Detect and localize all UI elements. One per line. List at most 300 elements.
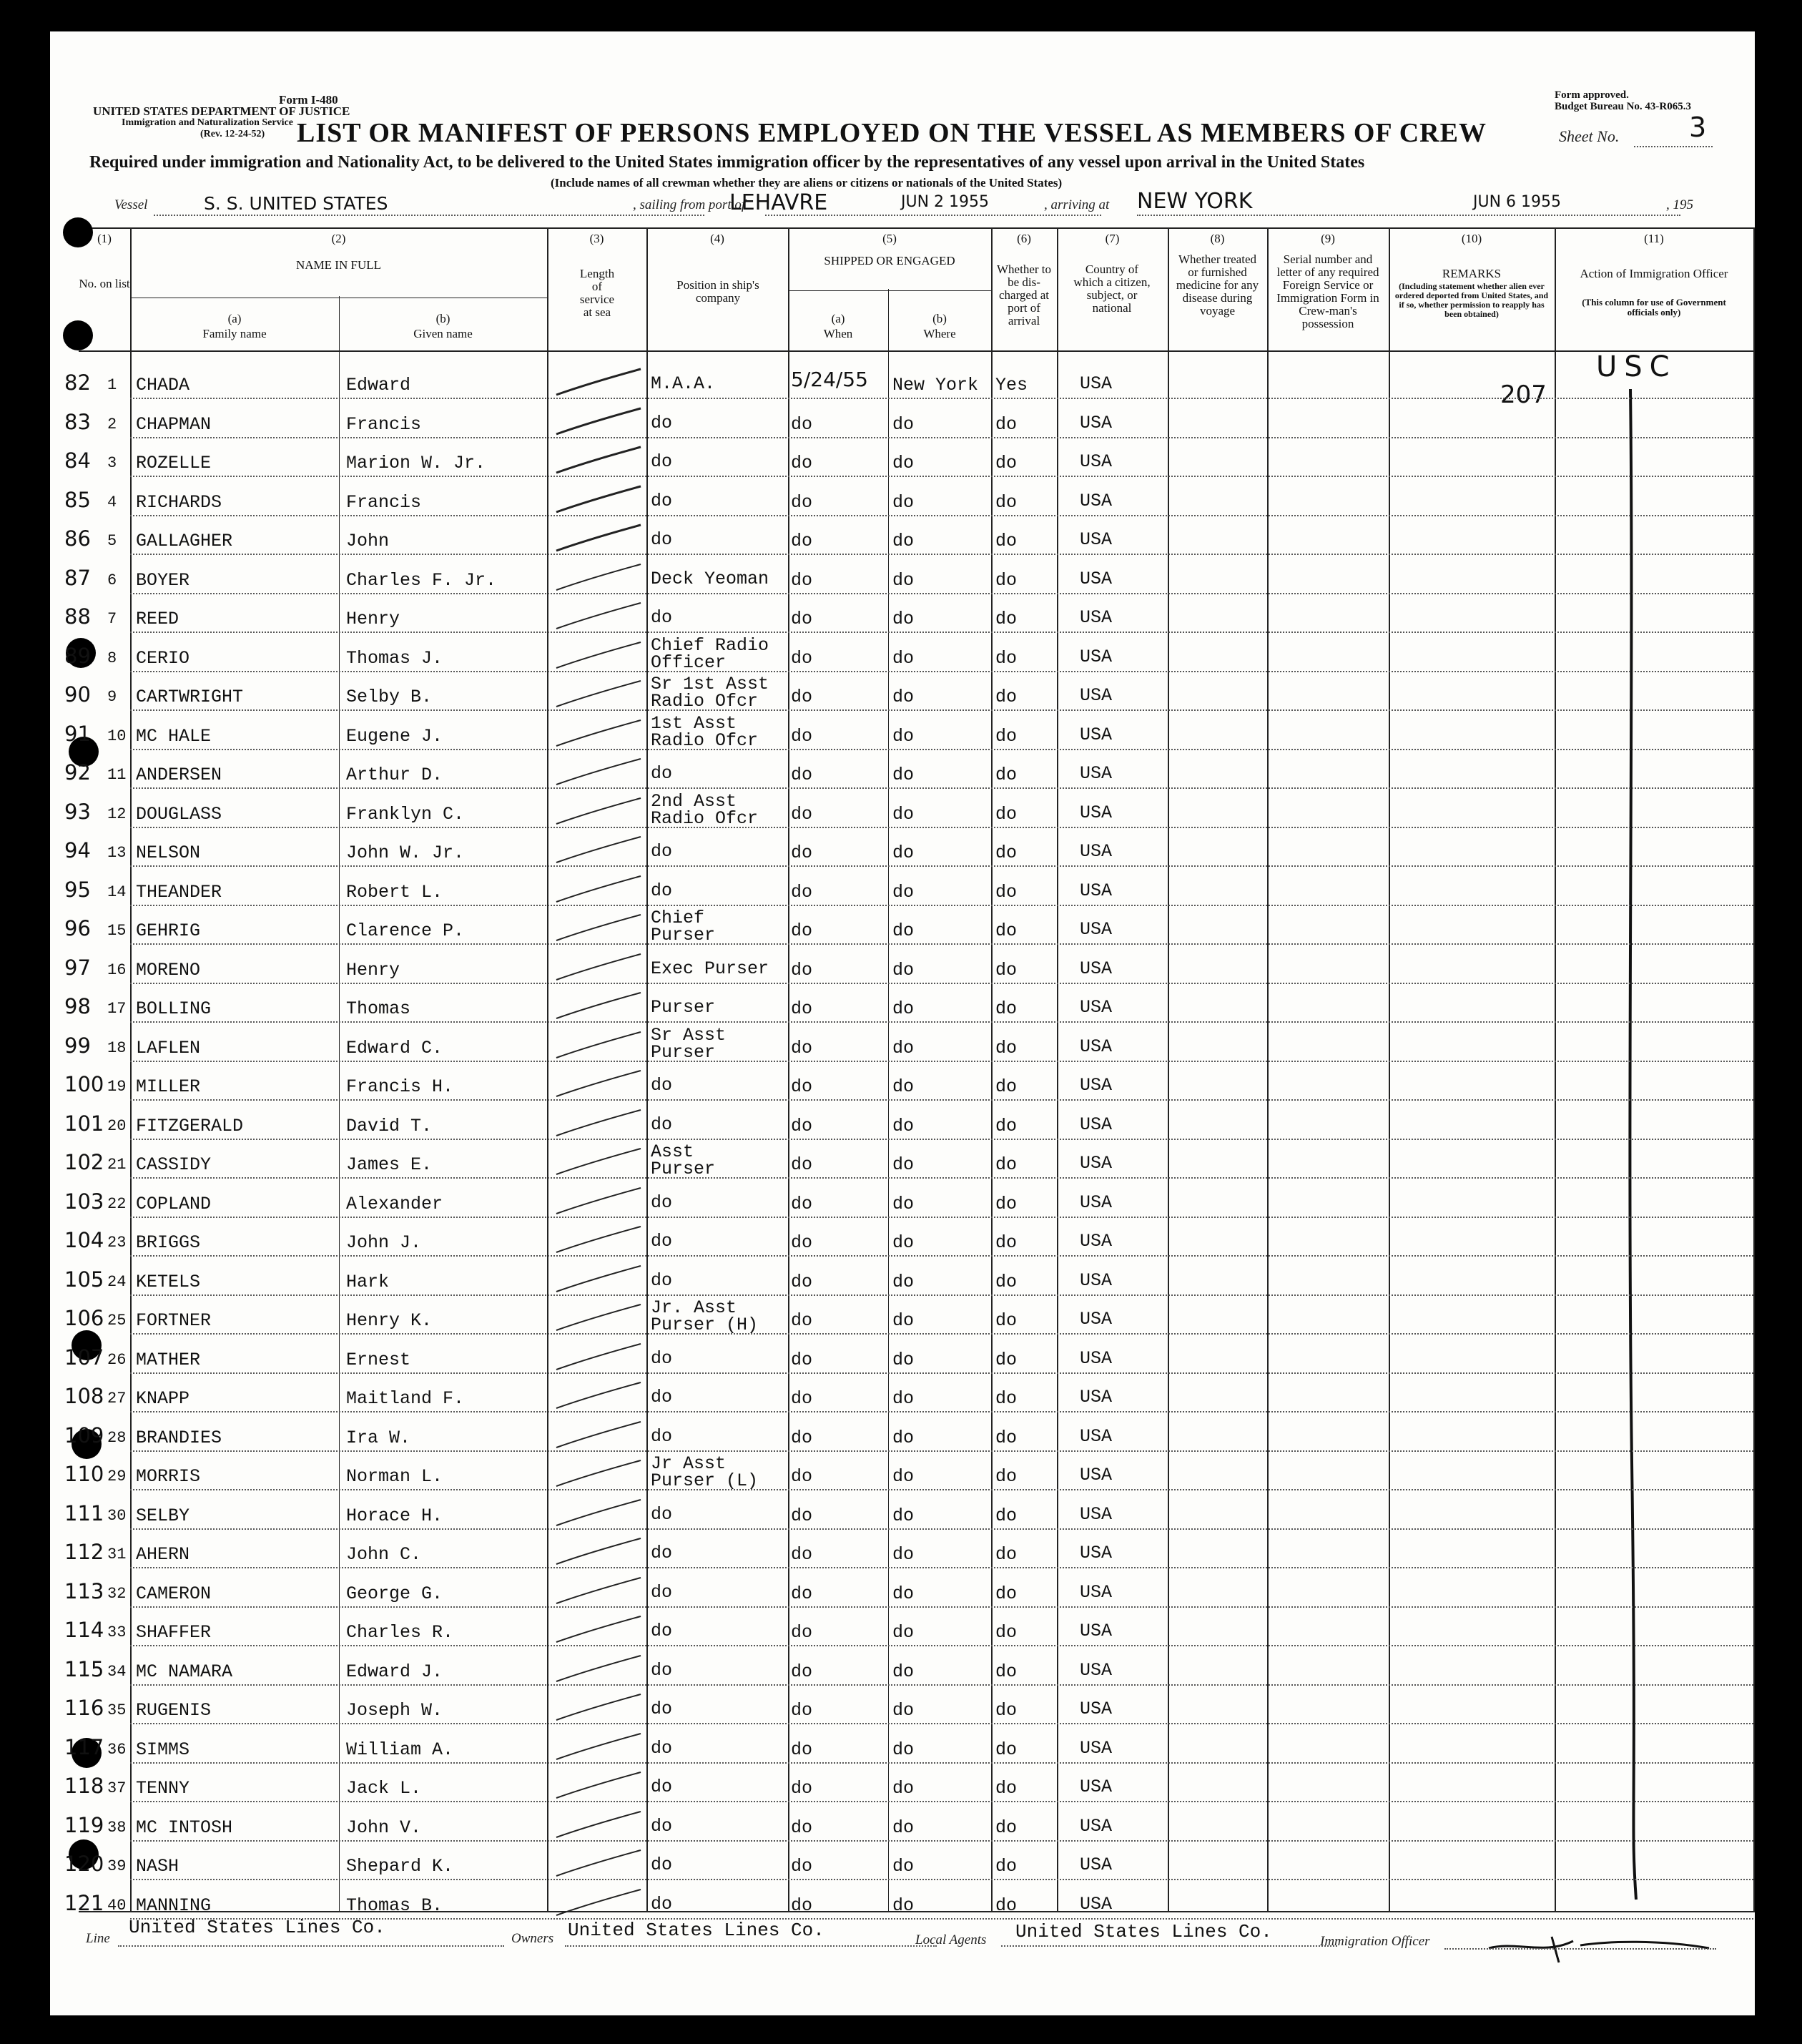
shipped-when: do <box>791 531 813 551</box>
length-of-service-mark <box>552 950 645 986</box>
crew-family-name: SHAFFER <box>136 1622 212 1643</box>
row-sequence-number: 120 <box>64 1852 104 1876</box>
crew-given-name: George G. <box>346 1583 443 1604</box>
citizenship-country: USA <box>1080 1348 1113 1369</box>
shipped-when: do <box>791 1895 813 1916</box>
crew-position: Sr 1st Asst <box>651 674 769 694</box>
crew-position: Chief Radio <box>651 635 769 656</box>
shipped-where: do <box>892 687 915 707</box>
citizenship-country: USA <box>1080 607 1113 628</box>
crew-position: do <box>651 1699 673 1719</box>
discharged-at-arrival: do <box>995 570 1018 591</box>
length-of-service-mark <box>552 1885 645 1921</box>
discharged-at-arrival: do <box>995 1350 1018 1370</box>
line-value: United States Lines Co. <box>129 1917 385 1938</box>
crew-family-name: CARTWRIGHT <box>136 687 244 707</box>
crew-position: do <box>651 841 673 862</box>
crew-given-name: Maitland F. <box>346 1388 465 1409</box>
col-5a-number: (a) <box>831 312 845 325</box>
shipped-where: do <box>892 531 915 551</box>
shipped-where: do <box>892 882 915 903</box>
shipped-where: do <box>892 1272 915 1292</box>
length-of-service-mark <box>552 1651 645 1687</box>
discharged-at-arrival: do <box>995 1856 1018 1877</box>
col-7-header: Country of which a citizen, subject, or national <box>1073 262 1151 315</box>
crew-position: do <box>651 1660 673 1681</box>
crew-position: 1st Asst <box>651 713 737 734</box>
crew-position-line2: Radio Ofcr <box>651 808 759 829</box>
crew-position: Chief <box>651 908 705 928</box>
discharged-at-arrival: do <box>995 1817 1018 1838</box>
row-sequence-number: 94 <box>64 838 91 863</box>
remark-number: 207 <box>1500 380 1547 409</box>
citizenship-country: USA <box>1080 647 1113 667</box>
row-sequence-number: 83 <box>64 410 91 434</box>
crew-position: do <box>651 763 673 784</box>
agents-value: United States Lines Co. <box>1015 1921 1272 1942</box>
length-of-service-mark <box>552 872 645 908</box>
row-sequence-number: 105 <box>64 1267 104 1292</box>
length-of-service-mark <box>552 1417 645 1453</box>
citizenship-country: USA <box>1080 724 1113 745</box>
owners-label: Owners <box>511 1931 554 1946</box>
shipped-when: do <box>791 1700 813 1721</box>
length-of-service-mark <box>552 404 645 440</box>
shipped-where: do <box>892 648 915 669</box>
length-of-service-mark <box>552 1690 645 1726</box>
shipped-where: do <box>892 1194 915 1214</box>
crew-position: do <box>651 1075 673 1096</box>
length-of-service-mark <box>552 755 645 790</box>
length-of-service-mark <box>552 638 645 674</box>
row-list-number: 8 <box>107 649 117 667</box>
col-11-number: (11) <box>1644 232 1664 245</box>
citizenship-country: USA <box>1080 373 1113 394</box>
shipped-when: do <box>791 492 813 513</box>
shipped-where: do <box>892 1466 915 1487</box>
owners-value: United States Lines Co. <box>568 1920 824 1941</box>
punch-hole <box>63 217 93 247</box>
shipped-where: do <box>892 1076 915 1097</box>
shipped-where: do <box>892 1232 915 1253</box>
citizenship-country: USA <box>1080 413 1113 433</box>
shipped-where: do <box>892 1154 915 1175</box>
crew-given-name: Eugene J. <box>346 726 443 747</box>
punch-hole <box>63 320 93 350</box>
crew-family-name: MILLER <box>136 1076 201 1097</box>
crew-position: do <box>651 1894 673 1915</box>
crew-given-name: Ira W. <box>346 1428 411 1448</box>
row-list-number: 7 <box>107 610 117 628</box>
crew-given-name: Clarence P. <box>346 920 465 941</box>
crew-family-name: DOUGLASS <box>136 804 222 825</box>
discharged-at-arrival: do <box>995 1194 1018 1214</box>
col-2b-number: (b) <box>435 312 450 325</box>
row-list-number: 20 <box>107 1117 127 1135</box>
crew-family-name: BRIGGS <box>136 1232 201 1253</box>
crew-position: do <box>651 1816 673 1837</box>
crew-given-name: Norman L. <box>346 1466 443 1487</box>
crew-given-name: Charles F. Jr. <box>346 570 497 591</box>
crew-given-name: Edward <box>346 375 411 395</box>
length-of-service-mark <box>552 1106 645 1141</box>
discharged-at-arrival: do <box>995 882 1018 903</box>
row-sequence-number: 115 <box>64 1657 104 1681</box>
col-8-number: (8) <box>1210 232 1225 245</box>
department-label: UNITED STATES DEPARTMENT OF JUSTICE <box>93 104 350 118</box>
discharged-at-arrival: do <box>995 842 1018 863</box>
crew-position: do <box>651 1738 673 1759</box>
crew-given-name: David T. <box>346 1116 433 1136</box>
citizenship-country: USA <box>1080 1231 1113 1252</box>
crew-position: do <box>651 1426 673 1447</box>
discharged-at-arrival: do <box>995 804 1018 825</box>
shipped-where: do <box>892 1350 915 1370</box>
crew-position: do <box>651 529 673 550</box>
row-list-number: 14 <box>107 883 127 901</box>
crew-position: do <box>651 1582 673 1603</box>
crew-family-name: SELBY <box>136 1505 190 1526</box>
col-10-subheader: (Including statement whether alien ever ordered deported from United States, and if so, whether permission to reapply has been obtained) <box>1394 281 1549 319</box>
crew-position: do <box>651 607 673 628</box>
crew-position: do <box>651 1621 673 1641</box>
row-sequence-number: 88 <box>64 604 91 629</box>
agents-label: Local Agents <box>915 1932 987 1947</box>
shipped-when: do <box>791 1154 813 1175</box>
crew-position-line2: Purser <box>651 1159 716 1179</box>
shipped-where: do <box>892 1817 915 1838</box>
row-sequence-number: 86 <box>64 526 91 551</box>
col-1-header: No. on list <box>79 277 130 290</box>
row-sequence-number: 99 <box>64 1033 91 1058</box>
crew-given-name: James E. <box>346 1154 433 1175</box>
citizenship-country: USA <box>1080 529 1113 550</box>
crew-position: do <box>651 1231 673 1252</box>
crew-position-line2: Radio Ofcr <box>651 730 759 751</box>
row-list-number: 34 <box>107 1663 127 1681</box>
form-approved: Form approved. <box>1555 89 1629 101</box>
discharged-at-arrival: do <box>995 1544 1018 1565</box>
shipped-where: do <box>892 1116 915 1136</box>
length-of-service-mark <box>552 1768 645 1804</box>
row-list-number: 24 <box>107 1273 127 1291</box>
discharged-at-arrival: do <box>995 453 1018 473</box>
row-list-number: 38 <box>107 1819 127 1837</box>
row-sequence-number: 114 <box>64 1618 104 1642</box>
discharged-at-arrival: do <box>995 1076 1018 1097</box>
crew-position: Deck Yeoman <box>651 569 769 589</box>
col-2-header: NAME IN FULL <box>296 258 381 272</box>
row-list-number: 18 <box>107 1039 127 1057</box>
shipped-when: do <box>791 1817 813 1838</box>
length-of-service-mark <box>552 443 645 478</box>
row-list-number: 33 <box>107 1623 127 1641</box>
crew-family-name: RICHARDS <box>136 492 222 513</box>
shipped-where: do <box>892 1778 915 1799</box>
row-list-number: 31 <box>107 1546 127 1563</box>
crew-family-name: BOYER <box>136 570 190 591</box>
shipped-when: do <box>791 1038 813 1058</box>
row-sequence-number: 119 <box>64 1813 104 1837</box>
discharged-at-arrival: do <box>995 492 1018 513</box>
citizenship-country: USA <box>1080 1309 1113 1330</box>
col-4-number: (4) <box>710 232 724 245</box>
row-list-number: 37 <box>107 1779 127 1797</box>
crew-family-name: COPLAND <box>136 1194 212 1214</box>
row-sequence-number: 113 <box>64 1579 104 1603</box>
row-sequence-number: 109 <box>64 1423 104 1448</box>
crew-given-name: William A. <box>346 1739 454 1760</box>
row-sequence-number: 100 <box>64 1072 104 1096</box>
row-sequence-number: 96 <box>64 916 91 940</box>
shipped-where: do <box>892 1038 915 1058</box>
length-of-service-mark <box>552 1729 645 1765</box>
shipped-where: do <box>892 1544 915 1565</box>
row-sequence-number: 89 <box>64 644 91 668</box>
crew-given-name: Thomas B. <box>346 1895 443 1916</box>
shipped-where: do <box>892 804 915 825</box>
shipped-where: do <box>892 920 915 941</box>
discharged-at-arrival: do <box>995 1661 1018 1682</box>
row-sequence-number: 102 <box>64 1150 104 1174</box>
crew-family-name: FITZGERALD <box>136 1116 244 1136</box>
crew-family-name: MORRIS <box>136 1466 201 1487</box>
crew-given-name: Francis H. <box>346 1076 454 1097</box>
sail-date: JUN 2 1955 <box>901 193 990 211</box>
shipped-when: do <box>791 882 813 903</box>
shipped-where: do <box>892 1856 915 1877</box>
crew-given-name: Shepard K. <box>346 1856 454 1877</box>
row-sequence-number: 98 <box>64 994 91 1018</box>
length-of-service-mark <box>552 794 645 830</box>
crew-given-name: John W. Jr. <box>346 842 465 863</box>
crew-family-name: NASH <box>136 1856 179 1877</box>
shipped-where: do <box>892 765 915 785</box>
shipped-when: do <box>791 842 813 863</box>
length-of-service-mark <box>552 1534 645 1570</box>
citizenship-country: USA <box>1080 1543 1113 1563</box>
crew-given-name: Henry <box>346 960 400 981</box>
crew-given-name: John C. <box>346 1544 422 1565</box>
shipped-when: do <box>791 1661 813 1682</box>
crew-given-name: John J. <box>346 1232 422 1253</box>
col-9-header: Serial number and letter of any required Foreign Service or Immigration Form in Crew-man's possession <box>1276 252 1379 330</box>
length-of-service-mark <box>552 482 645 518</box>
col-8-header: Whether treated or furnished medicine for any disease during voyage <box>1176 252 1259 318</box>
citizenship-country: USA <box>1080 997 1113 1018</box>
shipped-when: do <box>791 960 813 981</box>
discharged-at-arrival: do <box>995 998 1018 1019</box>
shipped-when: do <box>791 920 813 941</box>
citizenship-country: USA <box>1080 958 1113 979</box>
crew-family-name: BOLLING <box>136 998 212 1019</box>
length-of-service-mark <box>552 1066 645 1102</box>
shipped-when: do <box>791 1544 813 1565</box>
length-of-service-mark <box>552 1262 645 1297</box>
shipped-when: do <box>791 1466 813 1487</box>
shipped-where: do <box>892 1895 915 1916</box>
row-list-number: 17 <box>107 1000 127 1018</box>
length-of-service-mark <box>552 1456 645 1492</box>
crew-given-name: Charles R. <box>346 1622 454 1643</box>
col-11-subheader: (This column for use of Government officials only) <box>1582 297 1726 318</box>
col-5b-number: (b) <box>932 312 947 325</box>
discharged-at-arrival: do <box>995 1895 1018 1916</box>
citizenship-country: USA <box>1080 1465 1113 1485</box>
row-sequence-number: 82 <box>64 370 91 395</box>
shipped-when: do <box>791 1194 813 1214</box>
shipped-when: do <box>791 1388 813 1409</box>
discharged-at-arrival: do <box>995 1388 1018 1409</box>
row-list-number: 6 <box>107 571 117 589</box>
crew-family-name: FORTNER <box>136 1310 212 1331</box>
crew-position: do <box>651 491 673 511</box>
sailing-label: , sailing from port of <box>633 197 746 212</box>
crew-position: Asst <box>651 1141 694 1162</box>
crew-position-line2: Officer <box>651 652 727 673</box>
shipped-where: do <box>892 1505 915 1526</box>
row-list-number: 36 <box>107 1741 127 1759</box>
shipped-when: do <box>791 1778 813 1799</box>
crew-family-name: CHAPMAN <box>136 414 212 435</box>
discharged-at-arrival: do <box>995 1154 1018 1175</box>
citizenship-country: USA <box>1080 1504 1113 1525</box>
crew-family-name: MC NAMARA <box>136 1661 233 1682</box>
citizenship-country: USA <box>1080 1036 1113 1057</box>
crew-family-name: KETELS <box>136 1272 201 1292</box>
shipped-where: do <box>892 1310 915 1331</box>
subtitle-note: (Include names of all crewman whether they are aliens or citizens or nationals of the United States) <box>551 176 1063 190</box>
row-sequence-number: 92 <box>64 760 91 785</box>
row-sequence-number: 110 <box>64 1462 104 1486</box>
arriving-label: , arriving at <box>1044 197 1110 212</box>
crew-family-name: CHADA <box>136 375 190 395</box>
row-list-number: 21 <box>107 1156 127 1174</box>
shipped-when: do <box>791 1116 813 1136</box>
crew-family-name: CERIO <box>136 648 190 669</box>
crew-family-name: ROZELLE <box>136 453 212 473</box>
discharged-at-arrival: do <box>995 1739 1018 1760</box>
crew-family-name: SIMMS <box>136 1739 190 1760</box>
crew-position: do <box>651 413 673 433</box>
row-list-number: 11 <box>107 766 127 784</box>
citizenship-country: USA <box>1080 1075 1113 1096</box>
crew-family-name: CAMERON <box>136 1583 212 1604</box>
row-sequence-number: 91 <box>64 722 91 746</box>
length-of-service-mark <box>552 677 645 712</box>
crew-position: do <box>651 1543 673 1563</box>
row-sequence-number: 121 <box>64 1891 104 1915</box>
col-5a-header: When <box>823 327 853 340</box>
discharged-at-arrival: do <box>995 1622 1018 1643</box>
crew-given-name: Selby B. <box>346 687 433 707</box>
citizenship-country: USA <box>1080 1660 1113 1681</box>
length-of-service-mark <box>552 1300 645 1336</box>
budget-bureau: Budget Bureau No. 43-R065.3 <box>1555 101 1691 112</box>
length-of-service-mark <box>552 1573 645 1609</box>
shipped-when: do <box>791 687 813 707</box>
discharged-at-arrival: do <box>995 687 1018 707</box>
row-sequence-number: 93 <box>64 800 91 824</box>
discharged-at-arrival: do <box>995 1700 1018 1721</box>
crew-given-name: John <box>346 531 390 551</box>
col-2a-header: Family name <box>202 327 267 340</box>
citizenship-country: USA <box>1080 1854 1113 1875</box>
length-of-service-mark <box>552 521 645 556</box>
document-title: LIST OR MANIFEST OF PERSONS EMPLOYED ON THE VESSEL AS MEMBERS OF CREW <box>297 118 1487 148</box>
shipped-where: do <box>892 1388 915 1409</box>
citizenship-country: USA <box>1080 1387 1113 1407</box>
row-list-number: 30 <box>107 1507 127 1525</box>
shipped-when: do <box>791 1856 813 1877</box>
row-list-number: 3 <box>107 454 117 472</box>
row-sequence-number: 97 <box>64 955 91 980</box>
col-2b-header: Given name <box>413 327 473 340</box>
row-sequence-number: 103 <box>64 1189 104 1214</box>
crew-position: Purser <box>651 997 716 1018</box>
citizenship-country: USA <box>1080 451 1113 472</box>
crew-given-name: Arthur D. <box>346 765 443 785</box>
crew-given-name: Francis <box>346 492 422 513</box>
crew-position: 2nd Asst <box>651 791 737 812</box>
crew-given-name: Jack L. <box>346 1778 422 1799</box>
crew-position: do <box>651 1192 673 1213</box>
citizenship-country: USA <box>1080 1699 1113 1719</box>
discharged-at-arrival: do <box>995 1505 1018 1526</box>
crew-given-name: Alexander <box>346 1194 443 1214</box>
discharged-at-arrival: do <box>995 648 1018 669</box>
row-list-number: 26 <box>107 1351 127 1369</box>
shipped-when: do <box>791 1505 813 1526</box>
arrival-date: JUN 6 1955 <box>1473 193 1562 211</box>
citizenship-country: USA <box>1080 841 1113 862</box>
crew-given-name: Horace H. <box>346 1505 443 1526</box>
crew-given-name: Thomas <box>346 998 411 1019</box>
crew-given-name: Thomas J. <box>346 648 443 669</box>
col-2a-number: (a) <box>227 312 242 325</box>
crew-family-name: GEHRIG <box>136 920 201 941</box>
col-6-header: Whether to be dis-charged at port of arrival <box>997 262 1051 328</box>
col-10-header: REMARKS <box>1442 267 1502 280</box>
row-list-number: 13 <box>107 844 127 862</box>
citizenship-country: USA <box>1080 1270 1113 1291</box>
row-list-number: 22 <box>107 1195 127 1213</box>
col-3-number: (3) <box>589 232 604 245</box>
length-of-service-mark <box>552 832 645 868</box>
row-sequence-number: 84 <box>64 448 91 473</box>
col-5b-header: Where <box>923 327 956 340</box>
row-list-number: 9 <box>107 688 117 706</box>
discharged-at-arrival: do <box>995 1232 1018 1253</box>
crew-position: do <box>651 1348 673 1369</box>
crew-family-name: THEANDER <box>136 882 222 903</box>
row-sequence-number: 116 <box>64 1696 104 1720</box>
row-sequence-number: 106 <box>64 1306 104 1330</box>
shipped-when: do <box>791 648 813 669</box>
citizenship-country: USA <box>1080 491 1113 511</box>
crew-given-name: Robert L. <box>346 882 443 903</box>
discharged-at-arrival: do <box>995 414 1018 435</box>
discharged-at-arrival: do <box>995 1272 1018 1292</box>
length-of-service-mark <box>552 365 645 401</box>
length-of-service-mark <box>552 1378 645 1414</box>
crew-family-name: BRANDIES <box>136 1428 222 1448</box>
citizenship-country: USA <box>1080 802 1113 823</box>
discharged-at-arrival: do <box>995 726 1018 747</box>
shipped-when: do <box>791 1272 813 1292</box>
citizenship-country: USA <box>1080 763 1113 784</box>
manifest-sheet <box>50 31 1755 2015</box>
